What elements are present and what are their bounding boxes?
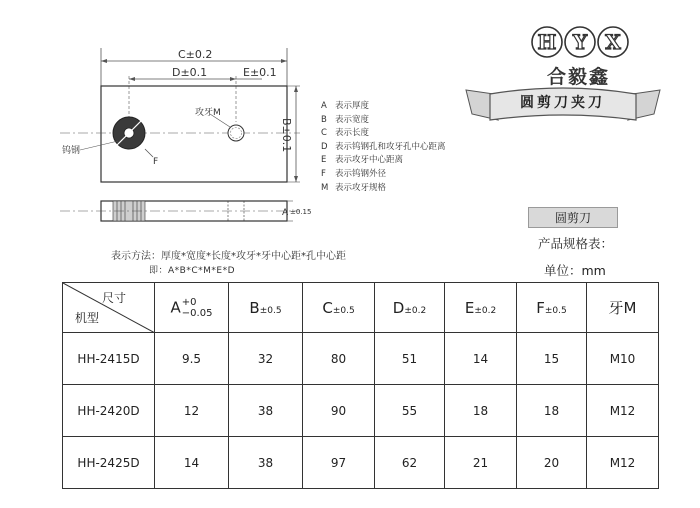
dimension-legend	[321, 100, 446, 195]
value-cell: M12	[587, 385, 659, 437]
brand-name: 合毅鑫	[547, 66, 611, 88]
header-a	[155, 283, 229, 333]
header-a-tol-upper: +0	[181, 296, 197, 308]
value-cell: 14	[445, 333, 517, 385]
legend-text: 表示攻牙规格	[335, 182, 387, 193]
legend-text: 表示钨钢外径	[335, 168, 387, 179]
legend-letter: E	[321, 155, 327, 166]
header-e-tol: ±0.2	[474, 305, 497, 316]
value-cell: 62	[375, 437, 445, 489]
model-cell: HH-2415D	[63, 333, 155, 385]
corner-header	[63, 283, 155, 333]
method-line-2: 即：A*B*C*M*E*D	[149, 266, 235, 276]
legend-item	[321, 168, 446, 182]
dim-d-label: D±0.1	[172, 66, 208, 79]
legend-item	[321, 154, 446, 168]
value-cell: 9.5	[155, 333, 229, 385]
header-d	[375, 283, 445, 333]
legend-item	[321, 114, 446, 128]
brand-logo	[528, 22, 632, 62]
category-tag: 圆剪刀	[528, 207, 618, 228]
model-cell: HH-2425D	[63, 437, 155, 489]
legend-letter: M	[321, 182, 329, 193]
value-cell: 38	[229, 437, 303, 489]
value-cell: 90	[303, 385, 375, 437]
value-cell: 20	[517, 437, 587, 489]
legend-letter: F	[321, 168, 326, 179]
notation-method	[111, 250, 346, 278]
legend-letter: D	[321, 141, 328, 152]
legend-item	[321, 182, 446, 196]
value-cell: 15	[517, 333, 587, 385]
value-cell: 80	[303, 333, 375, 385]
value-cell: 18	[517, 385, 587, 437]
spec-table	[62, 282, 659, 489]
dim-b-label: B±0.1	[280, 118, 293, 153]
value-cell: 14	[155, 437, 229, 489]
legend-letter: A	[321, 101, 327, 111]
header-f	[517, 283, 587, 333]
unit-label: 单位：mm	[544, 263, 606, 278]
ribbon-text: 圆剪刀夹刀	[520, 95, 605, 111]
legend-text: 表示长度	[335, 128, 370, 139]
legend-letter: B	[321, 114, 327, 125]
tap-label: 攻牙M	[195, 108, 221, 118]
logo-letter-x: X	[605, 30, 621, 54]
value-cell: 12	[155, 385, 229, 437]
table-row	[63, 437, 659, 489]
legend-text: 表示厚度	[335, 101, 370, 111]
legend-text: 表示攻牙中心距离	[335, 155, 404, 166]
corner-bottom-label: 机型	[75, 311, 100, 325]
header-b-letter: B	[249, 298, 260, 317]
technical-drawing	[0, 0, 320, 240]
dim-a-label: A	[282, 208, 289, 218]
header-c-letter: C	[322, 298, 333, 317]
header-d-letter: D	[392, 298, 405, 317]
header-f-tol: ±0.5	[544, 305, 567, 316]
table-header-row	[63, 283, 659, 333]
value-cell: 97	[303, 437, 375, 489]
legend-text: 表示宽度	[335, 114, 370, 125]
tungsten-label: 钨钢	[62, 146, 81, 156]
method-line-1: 表示方法：厚度*宽度*长度*攻牙*牙中心距*孔中心距	[111, 251, 346, 262]
dim-e-label: E±0.1	[243, 66, 277, 79]
header-a-tol-lower: −0.05	[181, 307, 213, 319]
header-b	[229, 283, 303, 333]
legend-item	[321, 100, 446, 114]
header-c	[303, 283, 375, 333]
table-row	[63, 385, 659, 437]
value-cell: 21	[445, 437, 517, 489]
legend-letter: C	[321, 128, 327, 139]
spec-table-label: 产品规格表：	[538, 236, 614, 251]
dim-a-tol: ±0.15	[290, 208, 312, 216]
value-cell: 32	[229, 333, 303, 385]
header-c-tol: ±0.5	[332, 305, 355, 316]
header-b-tol: ±0.5	[259, 305, 282, 316]
logo-letter-y: Y	[572, 30, 588, 54]
legend-item	[321, 127, 446, 141]
value-cell: 38	[229, 385, 303, 437]
header-f-letter: F	[536, 298, 545, 317]
legend-text: 表示钨钢孔和攻牙孔中心距离	[335, 141, 446, 152]
value-cell: 55	[375, 385, 445, 437]
value-cell: M12	[587, 437, 659, 489]
header-m	[587, 283, 659, 333]
model-cell: HH-2420D	[63, 385, 155, 437]
dim-c-label: C±0.2	[178, 48, 213, 61]
value-cell: 18	[445, 385, 517, 437]
legend-item	[321, 141, 446, 155]
header-m-letter: 牙M	[608, 299, 637, 317]
logo-letter-h: H	[537, 30, 557, 54]
header-e-letter: E	[464, 298, 475, 317]
header-d-tol: ±0.2	[404, 305, 427, 316]
corner-top-label: 尺寸	[101, 291, 126, 305]
value-cell: 51	[375, 333, 445, 385]
header-a-letter: A	[170, 298, 181, 316]
dim-f-label: F	[153, 157, 159, 167]
table-row	[63, 333, 659, 385]
header-e	[445, 283, 517, 333]
value-cell: M10	[587, 333, 659, 385]
